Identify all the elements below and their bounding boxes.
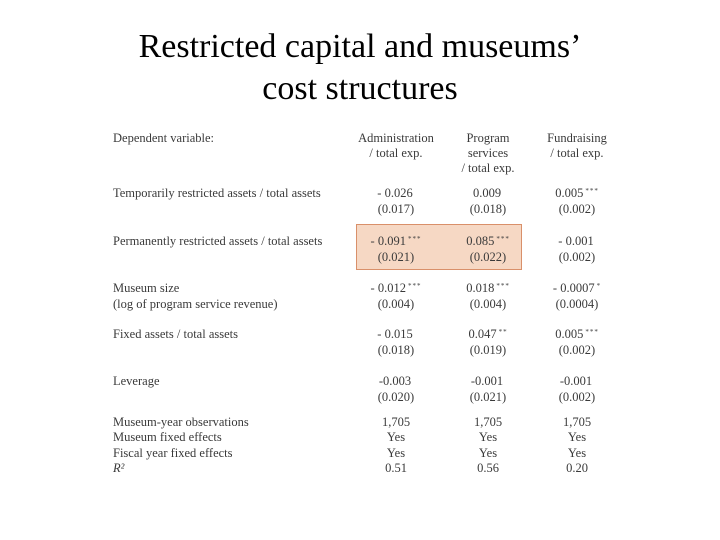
- column-header-administration: Administration / total exp.: [358, 131, 434, 160]
- row-label: Leverage: [113, 374, 160, 388]
- standard-error-cell: (0.002): [558, 343, 596, 357]
- summary-value: Yes: [386, 446, 406, 460]
- standard-error-cell: (0.018): [377, 343, 415, 357]
- coefficient-cell: - 0.0007 *: [552, 281, 602, 295]
- row-label: Museum size: [113, 281, 180, 295]
- summary-value: Yes: [386, 430, 406, 444]
- standard-error-cell: (0.002): [558, 250, 596, 264]
- summary-value: Yes: [478, 430, 498, 444]
- row-label: Fixed assets / total assets: [113, 327, 238, 341]
- summary-value: 1,705: [473, 415, 503, 429]
- coefficient-cell: - 0.001: [558, 234, 594, 248]
- summary-label: Museum-year observations: [113, 415, 249, 429]
- summary-label: Fiscal year fixed effects: [113, 446, 233, 460]
- column-header-fundraising: Fundraising / total exp.: [547, 131, 607, 160]
- significance-stars: ***: [585, 187, 599, 195]
- standard-error-cell: (0.020): [377, 390, 415, 404]
- coefficient-cell: -0.003: [378, 374, 412, 388]
- significance-stars: ***: [407, 235, 422, 243]
- coefficient-cell: - 0.091 ***: [370, 234, 422, 248]
- coefficient-cell: -0.001: [559, 374, 593, 388]
- standard-error-cell: (0.017): [377, 202, 415, 216]
- significance-stars: *: [596, 282, 602, 290]
- dependent-variable-label: Dependent variable:: [113, 131, 214, 145]
- slide-title-line-1: Restricted capital and museums’: [138, 28, 582, 65]
- standard-error-cell: (0.022): [469, 250, 507, 264]
- significance-stars: ***: [496, 282, 510, 290]
- coefficient-cell: - 0.012 ***: [370, 281, 422, 295]
- standard-error-cell: (0.002): [558, 202, 596, 216]
- coefficient-cell: 0.005 ***: [555, 186, 599, 200]
- standard-error-cell: (0.002): [558, 390, 596, 404]
- standard-error-cell: (0.004): [469, 297, 507, 311]
- standard-error-cell: (0.004): [377, 297, 415, 311]
- summary-value: 0.56: [477, 461, 499, 475]
- row-label: Temporarily restricted assets / total assets: [113, 186, 321, 200]
- summary-value: 1,705: [562, 415, 592, 429]
- standard-error-cell: (0.0004): [555, 297, 599, 311]
- summary-value: Yes: [567, 446, 587, 460]
- column-header-program-services: Program services / total exp.: [461, 131, 515, 175]
- coefficient-cell: - 0.015: [377, 327, 413, 341]
- coefficient-cell: -0.001: [470, 374, 504, 388]
- summary-value: Yes: [567, 430, 587, 444]
- significance-stars: **: [498, 328, 508, 336]
- coefficient-cell: 0.047 **: [468, 327, 508, 341]
- row-sublabel: (log of program service revenue): [113, 297, 278, 311]
- coefficient-cell: 0.009: [472, 186, 502, 200]
- coefficient-cell: - 0.026: [377, 186, 413, 200]
- standard-error-cell: (0.021): [469, 390, 507, 404]
- standard-error-cell: (0.018): [469, 202, 507, 216]
- coefficient-cell: 0.018 ***: [466, 281, 510, 295]
- coefficient-cell: 0.005 ***: [555, 327, 599, 341]
- summary-value: Yes: [478, 446, 498, 460]
- summary-value: 1,705: [381, 415, 411, 429]
- significance-stars: ***: [496, 235, 510, 243]
- row-label: Permanently restricted assets / total assets: [113, 234, 323, 248]
- summary-label-r-squared: R²: [113, 461, 125, 475]
- slide-title-line-2: cost structures: [262, 70, 458, 107]
- significance-stars: ***: [585, 328, 599, 336]
- coefficient-cell: 0.085 ***: [466, 234, 510, 248]
- summary-label: Museum fixed effects: [113, 430, 222, 444]
- significance-stars: ***: [407, 282, 422, 290]
- standard-error-cell: (0.019): [469, 343, 507, 357]
- summary-value: 0.20: [566, 461, 588, 475]
- standard-error-cell: (0.021): [377, 250, 415, 264]
- summary-value: 0.51: [385, 461, 407, 475]
